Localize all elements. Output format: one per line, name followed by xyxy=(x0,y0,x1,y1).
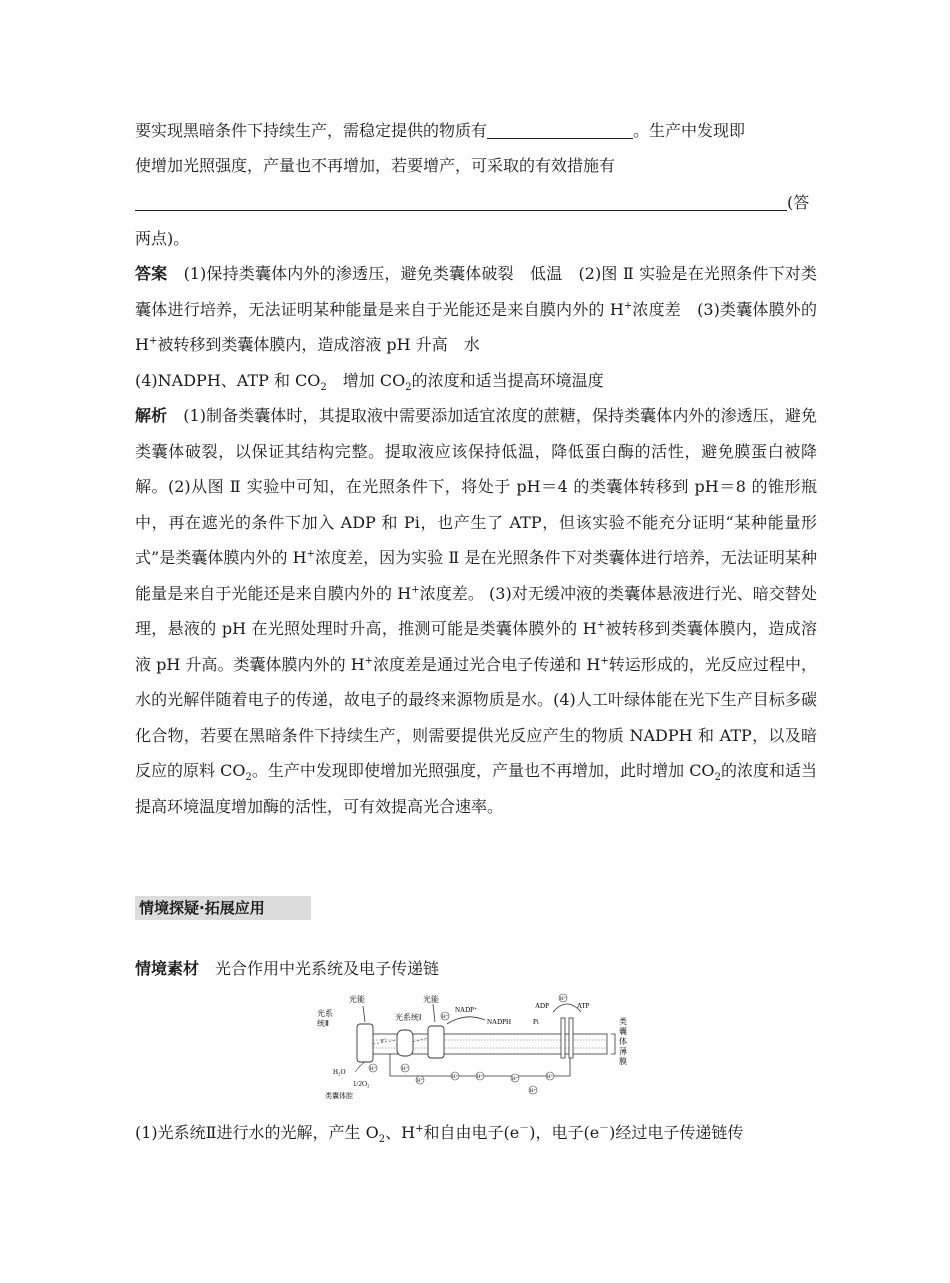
sup: + xyxy=(364,655,374,667)
text: 转运形成的，光反应过程中，水的光解伴随着电子的传递，故电子的最终来源物质是水。(4)人工叶绿体能在光下生产目标多碳化合物，若要在黑暗条件下持续生产，则需要提供光反应产生的物质 NADPH 和 ATP，以及暗反应的原料 CO xyxy=(135,654,817,780)
psii-complex xyxy=(357,1024,373,1062)
answer-block xyxy=(135,256,817,398)
sub: 2 xyxy=(714,772,721,784)
sub: 2 xyxy=(320,381,327,393)
light-label-2: 光能 xyxy=(423,995,439,1004)
h-marker: H⁺ xyxy=(477,1075,484,1080)
para1-line2 xyxy=(135,153,817,176)
psii-label-2: 统Ⅱ xyxy=(317,1019,329,1028)
h-marker: H⁺ xyxy=(452,1075,459,1080)
h-marker: H⁺ xyxy=(530,1089,537,1094)
lumen-label: 类囊体腔 xyxy=(325,1092,353,1100)
membrane-char: 囊 xyxy=(619,1027,627,1036)
text: 被转移到类囊体膜内，造成溶液 pH 升高。类囊体膜内外的 H xyxy=(135,619,817,674)
electron-label: e⁻ xyxy=(381,1038,387,1044)
sup: － xyxy=(599,1123,610,1135)
h-marker: H⁺ xyxy=(547,1075,554,1080)
nadp-label: NADP⁺ xyxy=(455,1006,478,1014)
text: 增加 CO xyxy=(326,370,406,390)
text: 浓度差，因为实验 Ⅱ 是在光照条件下对类囊体进行培养，无法证明某种能量是来自于光能还是来自膜内外的 H xyxy=(135,548,817,603)
text: 。生产中发现即 xyxy=(633,121,746,140)
text: 被转移到类囊体膜内，造成溶液 pH 升高 水 xyxy=(157,335,480,354)
text: 。生产中发现即使增加光照强度，产量也不再增加，此时增加 CO xyxy=(251,761,715,780)
para1-line1 xyxy=(135,118,817,141)
adp-label: ADP xyxy=(535,1002,550,1010)
o2-label: 1/2O₂ xyxy=(353,1080,370,1088)
h-marker: H⁺ xyxy=(417,1079,424,1084)
membrane-char: 薄 xyxy=(619,1047,627,1056)
analysis-label: 解析 xyxy=(135,406,168,425)
atp-synthase-left xyxy=(561,1018,565,1058)
sup: － xyxy=(519,1123,530,1135)
nadp-arrow xyxy=(447,1017,485,1024)
text: 和自由电子(e xyxy=(423,1123,520,1142)
text: 两点)。 xyxy=(135,229,190,248)
text: 使增加光照强度，产量也不再增加，若要增产，可采取的有效措施有 xyxy=(135,156,616,175)
light-arrow-2 xyxy=(433,1004,435,1022)
text: 浓度差是通过光合电子传递和 H xyxy=(373,654,601,674)
sup: + xyxy=(148,335,158,347)
text: (1)制备类囊体时，其提取液中需要添加适宜浓度的蔗糖，保持类囊体内外的渗透压，避免类囊体破裂，以保证其结构完整。提取液应该保持低温，降低蛋白酶的活性，避免膜蛋白被降解。(2)从图 Ⅱ 实验中可知，在光照条件下，将处于 pH＝4 的类囊体转移到 pH＝8 的锥形瓶中，再在遮光的条件下加入 ADP 和 Pi，也产生了 ATP，但该实验不能充分证明“某种能量形式”是类囊体膜内外的 H xyxy=(135,406,817,567)
sub: 2 xyxy=(245,772,252,784)
h-marker: H⁺ xyxy=(402,1067,409,1072)
membrane-char: 体 xyxy=(619,1037,627,1046)
text: (4)NADPH、ATP 和 CO xyxy=(135,370,321,390)
atp-label: ATP xyxy=(577,1002,590,1010)
sup: + xyxy=(411,584,420,596)
h-marker: H⁺ xyxy=(442,1015,449,1020)
sup: + xyxy=(596,619,606,631)
membrane-label xyxy=(619,1016,627,1066)
h-marker: H⁺ xyxy=(560,997,567,1002)
membrane-bracket xyxy=(611,1034,615,1054)
section-title: 情境探疑·拓展应用 xyxy=(135,896,311,920)
membrane-char: 类 xyxy=(619,1017,627,1026)
atp-synthase-right xyxy=(569,1018,573,1058)
last-line xyxy=(135,1120,817,1146)
sup: + xyxy=(306,548,315,560)
light-label-1: 光能 xyxy=(349,995,365,1004)
psi-complex xyxy=(428,1026,444,1058)
membrane-char: 膜 xyxy=(619,1057,627,1066)
text: (答 xyxy=(787,193,810,212)
para1-line3 xyxy=(135,190,817,213)
analysis-block xyxy=(135,398,817,824)
sub: 2 xyxy=(405,381,412,393)
answer-blank-long xyxy=(135,192,787,211)
thylakoid-diagram xyxy=(315,990,635,1102)
h2o-label: H₂O xyxy=(333,1068,346,1076)
nadph-label: NADPH xyxy=(487,1018,512,1026)
h-marker: H⁺ xyxy=(370,1067,377,1072)
sup: + xyxy=(623,300,633,312)
text: 的浓度和适当提高环境温度增加酶的活性，可有效提高光合速率。 xyxy=(135,761,817,816)
material-title xyxy=(135,956,817,979)
text: 要实现黑暗条件下持续生产，需稳定提供的物质有 xyxy=(135,121,488,140)
answer-blank xyxy=(487,120,633,139)
text: 浓度差 (3)类囊体膜外的 H xyxy=(135,299,818,354)
text: (1)保持类囊体内外的渗透压，避免类囊体破裂 低温 (2)图 Ⅱ 实验是在光照条件下对类囊体进行培养，无法证明某种能量是来自于光能还是来自膜内外的 H xyxy=(135,264,817,319)
text: )经过电子传递链传 xyxy=(609,1123,744,1142)
sup: + xyxy=(415,1123,424,1135)
para1-line4 xyxy=(135,226,817,249)
answer-label: 答案 xyxy=(135,264,168,283)
pi-label: Pi xyxy=(533,1018,539,1026)
cytochrome-complex xyxy=(397,1030,413,1056)
text: 浓度差。 (3)对无缓冲液的类囊体悬液进行光、暗交替处理，悬液的 pH 在光照处理时升高，推测可能是类囊体膜外的 H xyxy=(135,583,817,638)
material-label: 情境素材 xyxy=(135,959,200,978)
text: )，电子(e xyxy=(529,1123,600,1142)
text: 、H xyxy=(385,1123,416,1142)
water-arrow xyxy=(355,1062,365,1072)
psii-label-1: 光系 xyxy=(317,1009,333,1018)
psi-label: 光系统Ⅰ xyxy=(395,1013,422,1022)
light-arrow-1 xyxy=(363,1006,365,1022)
text: (1)光系统Ⅱ进行水的光解，产生 O xyxy=(135,1123,379,1142)
h-marker: H⁺ xyxy=(512,1077,519,1082)
text: 的浓度和适当提高环境温度 xyxy=(411,370,604,390)
material-text: 光合作用中光系统及电子传递链 xyxy=(215,959,440,978)
sup: + xyxy=(600,655,609,667)
sub: 2 xyxy=(378,1134,386,1146)
